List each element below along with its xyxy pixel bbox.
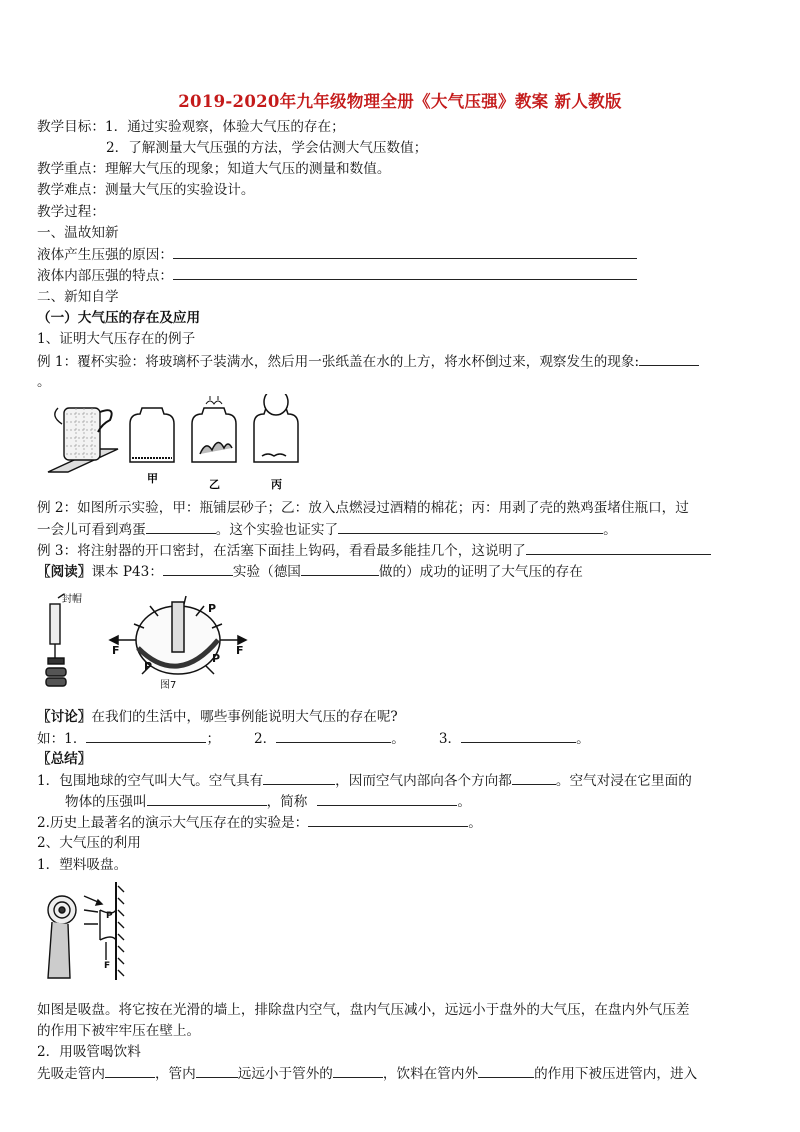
summary-1d: 物体的压强叫 — [65, 794, 147, 810]
example-3-blank[interactable] — [526, 541, 711, 555]
key-point: 教学重点：理解大气压的现象；知道大气压的测量和数值。 — [37, 161, 391, 177]
reading-part-a: 课本 P43： — [91, 564, 163, 580]
seal-label: 封帽 — [62, 594, 82, 605]
egg-blank[interactable] — [146, 520, 216, 534]
figure-suction-cup — [40, 880, 150, 982]
syringe-illustration — [46, 592, 82, 686]
pressure-label-top: P — [208, 602, 217, 615]
examples-n2: 2． — [254, 731, 277, 747]
label-yi: 乙 — [209, 478, 220, 491]
force-label-right: F — [236, 644, 244, 657]
summary-label: 〖总结〗 — [37, 751, 92, 767]
summary-1-line-2 — [65, 792, 471, 812]
review-q1-label: 液体产生压强的原因： — [37, 247, 173, 263]
review-q1-blank[interactable] — [173, 245, 637, 259]
review-q2 — [37, 266, 637, 286]
page-title: 2019-2020年九年级物理全册《大气压强》教案 新人教版 — [178, 92, 622, 111]
straw-e: 的作用下被压进管内，进入 — [534, 1066, 698, 1082]
summary-1b: ，因而空气内部向各个方向都 — [335, 773, 512, 789]
difficulty: 教学难点：测量大气压的实验设计。 — [37, 182, 255, 198]
example-2-line-1: 例 2：如图所示实验，甲：瓶铺层砂子；乙：放入点燃浸过酒精的棉花；丙：用剥了壳的熟鸡蛋堵住瓶口，过 — [37, 500, 689, 516]
suction-pressure-label: P — [106, 911, 113, 921]
straw-heading: 2．用吸管喝饮料 — [37, 1044, 141, 1060]
example-1 — [37, 352, 699, 372]
example-2-line-2 — [37, 520, 617, 540]
scientist-blank[interactable] — [301, 562, 379, 576]
example-1-text: 例 1：覆杯实验：将玻璃杯子装满水，然后用一张纸盖在水的上方，将水杯倒过来，观察发生的现象: — [37, 354, 640, 370]
summary-2-end: 。 — [468, 815, 482, 831]
summary-1c: 。空气对浸在它里面的 — [555, 773, 692, 789]
example-1-end: 。 — [37, 374, 51, 390]
straw-c: 远远小于管外的 — [237, 1066, 333, 1082]
examples-line — [37, 729, 590, 749]
reading-part-c: 做的）成功的证明了大气压的存在 — [378, 564, 583, 580]
review-q2-blank[interactable] — [173, 266, 637, 280]
suction-line-2: 的作用下被牢牢压在壁上。 — [37, 1023, 201, 1039]
objectives-line-1 — [37, 118, 345, 137]
bottle-bing — [254, 394, 298, 462]
review-q2-label: 液体内部压强的特点： — [37, 268, 173, 284]
pressure-label-left: P — [144, 660, 153, 673]
straw-line — [37, 1064, 697, 1084]
straw-blank-3[interactable] — [333, 1064, 383, 1078]
hemispheres-illustration — [110, 596, 246, 691]
example-2-part-b: 。这个实验也证实了 — [215, 522, 339, 538]
review-q1 — [37, 245, 637, 265]
examples-sep: ； — [206, 731, 221, 747]
reading-part-b: 实验（德国 — [232, 564, 301, 580]
summary-1f: 。 — [457, 794, 471, 810]
reading — [37, 562, 583, 582]
straw-blank-2[interactable] — [196, 1064, 238, 1078]
force-label-left: F — [112, 644, 120, 657]
suction-line-1: 如图是吸盘。将它按在光滑的墙上，排除盘内空气，盘内气压减小，远远小于盘外的大气压，在盘内外气压差 — [37, 1002, 690, 1018]
figure-syringe-hemispheres — [38, 588, 248, 692]
straw-b: ，管内 — [154, 1066, 196, 1082]
examples-dot-3: 。 — [576, 731, 590, 747]
straw-d: ，饮料在管内外 — [382, 1066, 479, 1082]
inverted-cup-illustration — [48, 408, 118, 472]
example-blank-2[interactable] — [276, 729, 391, 743]
short-name-blank[interactable] — [317, 792, 457, 806]
pressure-label-right: P — [212, 652, 221, 665]
discussion-label: 〖讨论〗 — [37, 709, 92, 725]
label-bing: 丙 — [271, 478, 282, 491]
new-section-heading: 二、新知自学 — [37, 289, 119, 305]
label-jia: 甲 — [147, 472, 158, 485]
summary-1a: 1．包围地球的空气叫大气。空气具有 — [37, 773, 264, 789]
directions-blank[interactable] — [512, 771, 556, 785]
suction-force-label: F — [104, 961, 111, 971]
straw-a: 先吸走管内 — [37, 1066, 105, 1082]
reading-label: 〖阅读〗 — [37, 564, 92, 580]
air-has-blank[interactable] — [263, 771, 335, 785]
objectives-label: 教学目标： — [37, 119, 105, 135]
examples-dot-2: 。 — [391, 731, 405, 747]
discussion-text: 在我们的生活中，哪些事例能说明大气压的存在呢? — [91, 709, 398, 725]
use-heading: 2、大气压的利用 — [37, 835, 141, 851]
point1-heading: 1、证明大气压存在的例子 — [37, 331, 196, 347]
proves-blank[interactable] — [338, 520, 603, 534]
example-blank-3[interactable] — [461, 729, 576, 743]
bottle-jia — [130, 408, 174, 462]
summary-2-text: 2.历史上最著名的演示大气压存在的实验是： — [37, 815, 309, 831]
summary-2 — [37, 813, 482, 833]
objective-2: 2．了解测量大气压强的方法，学会估测大气压数值； — [106, 140, 428, 156]
objective-1: 1．通过实验观察，体验大气压的存在； — [104, 119, 345, 135]
bottle-yi — [192, 396, 236, 462]
example-3 — [37, 541, 711, 561]
process-heading: 教学过程： — [37, 204, 105, 220]
examples-n3: 3． — [438, 731, 462, 747]
summary-1-line-1 — [37, 771, 692, 791]
pressure-name-blank[interactable] — [147, 792, 267, 806]
experiment-blank[interactable] — [163, 562, 233, 576]
example-1-blank[interactable] — [639, 352, 699, 366]
example-2-part-a: 一会儿可看到鸡蛋 — [37, 522, 146, 538]
review-heading: 一、温故知新 — [37, 225, 119, 241]
straw-blank-1[interactable] — [105, 1064, 155, 1078]
suction-cup-item: 1．塑料吸盘。 — [37, 857, 128, 873]
example-2-part-c: 。 — [603, 522, 617, 538]
discussion — [37, 708, 398, 727]
figure-cup-bottles — [40, 394, 330, 494]
straw-blank-4[interactable] — [478, 1064, 534, 1078]
summary-1e: ，简称 — [266, 794, 308, 810]
figure-caption: 图7 — [160, 680, 177, 691]
examples-prefix: 如：1． — [37, 731, 87, 747]
example-3-text: 例 3：将注射器的开口密封，在活塞下面挂上钩码，看看最多能挂几个，这说明了 — [37, 543, 526, 559]
subsection-heading: （一）大气压的存在及应用 — [37, 310, 201, 326]
famous-experiment-blank[interactable] — [308, 813, 468, 827]
example-blank-1[interactable] — [86, 729, 206, 743]
